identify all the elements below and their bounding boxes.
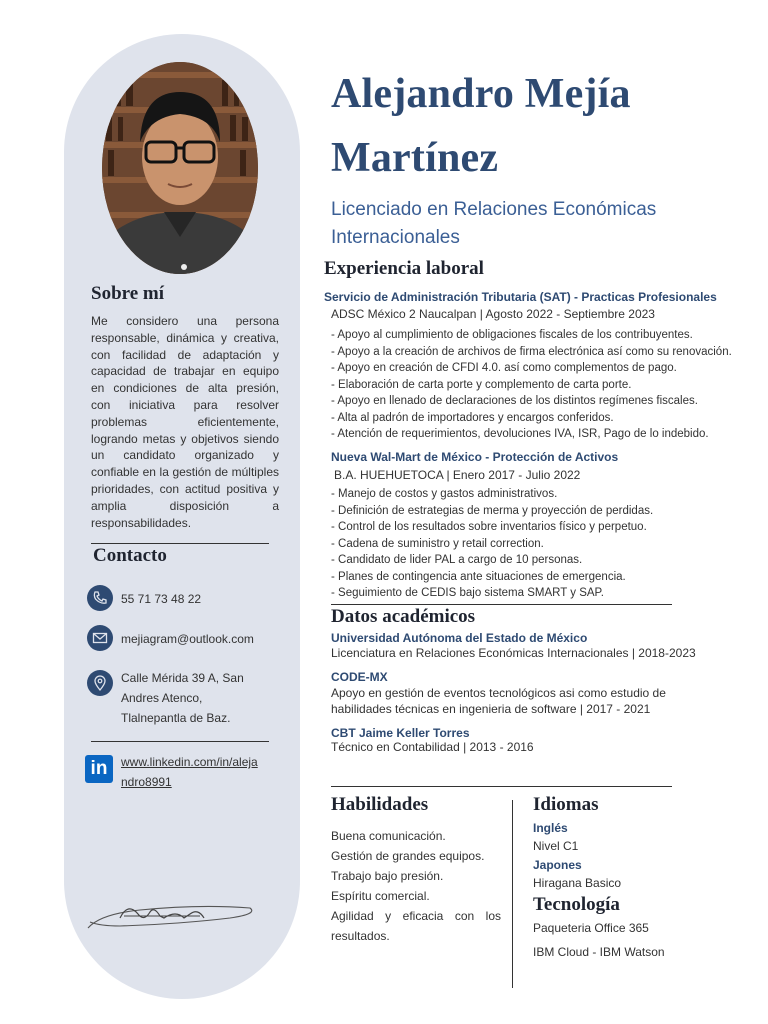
education-institution: CBT Jaime Keller Torres — [331, 726, 470, 740]
divider — [91, 543, 269, 544]
list-item: - Control de los resultados sobre inventarios físico y perpetuo. — [331, 521, 647, 533]
column-divider — [512, 800, 513, 988]
contact-heading: Contacto — [93, 545, 167, 566]
linkedin-link[interactable] — [121, 752, 258, 792]
address-line: Andres Atenco, — [121, 691, 203, 705]
technology-item: Paqueteria Office 365 — [533, 921, 649, 935]
experience-heading: Experiencia laboral — [324, 258, 484, 279]
list-item: - Alta al padrón de importadores y encargos conferidos. — [331, 411, 614, 424]
education-detail: Licenciatura en Relaciones Económicas Internacionales | 2018-2023 — [331, 646, 696, 660]
contact-phone[interactable]: 55 71 73 48 22 — [121, 592, 202, 606]
divider — [331, 604, 672, 605]
skill-item: Espíritu comercial. — [331, 889, 430, 903]
education-institution: Universidad Autónoma del Estado de México — [331, 631, 588, 645]
list-item: - Apoyo a la creación de archivos de firma electrónica así como su renovación. — [331, 345, 732, 358]
list-item: - Apoyo al cumplimiento de obligaciones fiscales de los contribuyentes. — [331, 329, 693, 341]
skills-heading: Habilidades — [331, 794, 429, 815]
list-item: - Seguimiento de CEDIS bajo sistema SMART y SAP. — [331, 587, 604, 599]
address-line: Calle Mérida 39 A, San — [121, 671, 244, 685]
list-item: - Atención de requerimientos, devoluciones IVA, ISR, Pago de lo indebido. — [331, 428, 709, 440]
language-name: Inglés — [533, 821, 568, 835]
job-meta: ADSC México 2 Naucalpan | Agosto 2022 - Septiembre 2023 — [331, 307, 655, 321]
skill-item: Buena comunicación. — [331, 829, 446, 843]
language-level: Nivel C1 — [533, 839, 579, 853]
language-name: Japones — [533, 858, 582, 872]
location-pin-icon — [87, 670, 113, 696]
profile-photo-image — [102, 62, 258, 274]
name-line-1: Alejandro Mejía — [331, 71, 631, 117]
divider — [91, 741, 269, 742]
list-item: - Elaboración de carta porte y complemento de carta porte. — [331, 378, 632, 391]
contact-address — [121, 668, 244, 728]
linkedin-line[interactable]: www.linkedin.com/in/aleja — [121, 755, 258, 769]
skill-item: Agilidad y eficacia con los resultados. — [331, 909, 501, 943]
list-item: - Apoyo en llenado de declaraciones de los distintos regímenes fiscales. — [331, 395, 698, 407]
linkedin-icon[interactable]: in — [85, 755, 113, 783]
skill-item: Gestión de grandes equipos. — [331, 849, 485, 863]
list-item: - Cadena de suministro y retail correction. — [331, 537, 544, 550]
job-duties-list — [331, 327, 732, 443]
name-line-2: Martínez — [331, 135, 499, 181]
job-title: Nueva Wal-Mart de México - Protección de Activos — [331, 450, 619, 464]
contact-email[interactable]: mejiagram@outlook.com — [121, 632, 254, 646]
skills-list — [331, 826, 501, 946]
about-text: Me considero una persona responsable, dinámica y creativa, con facilidad de adaptación y capacidad de trabajar en equipo en condiciones de alta presión, con iniciativa para resolver problemas eficientemente, logrando metas y objetivos siendo un candidato organizado y confiable en la gestión de múltiples prioridades, con actitud positiva y amplia disposición a responsabilidades. — [91, 314, 279, 530]
job-title: Servicio de Administración Tributaria (SAT) - Practicas Profesionales — [324, 290, 717, 304]
list-item: - Definición de estrategias de merma y proyección de perdidas. — [331, 504, 654, 517]
job-meta: B.A. HUEHUETOCA | Enero 2017 - Julio 2022 — [334, 468, 581, 482]
list-item: - Apoyo en creación de CFDI 4.0. así como complementos de pago. — [331, 362, 677, 374]
education-institution: CODE-MX — [331, 670, 388, 684]
language-level: Hiragana Basico — [533, 876, 622, 890]
signature-image — [80, 888, 260, 938]
technology-item: IBM Cloud - IBM Watson — [533, 945, 665, 959]
phone-icon — [87, 585, 113, 611]
education-heading: Datos académicos — [331, 606, 476, 627]
professional-title: Licenciado en Relaciones Económicas Internacionales — [331, 199, 657, 248]
technology-heading: Tecnología — [533, 894, 620, 915]
education-detail: habilidades técnicas en ingenieria de software | 2017 - 2021 — [331, 702, 651, 716]
list-item: - Manejo de costos y gastos administrativos. — [331, 488, 558, 500]
list-item: - Candidato de lider PAL a cargo de 10 personas. — [331, 554, 583, 566]
divider — [331, 786, 672, 787]
skill-item: Trabajo bajo presión. — [331, 869, 444, 883]
education-detail: Apoyo en gestión de eventos tecnológicos asi como estudio de — [331, 686, 666, 700]
about-heading: Sobre mí — [91, 283, 165, 304]
email-icon — [87, 625, 113, 651]
languages-heading: Idiomas — [533, 794, 599, 815]
linkedin-line[interactable]: ndro8991 — [121, 775, 172, 789]
profile-photo — [102, 62, 258, 274]
job-duties-list — [331, 486, 653, 602]
address-line: Tlalnepantla de Baz. — [121, 711, 231, 725]
list-item: - Planes de contingencia ante situaciones de emergencia. — [331, 570, 626, 583]
education-detail: Técnico en Contabilidad | 2013 - 2016 — [331, 740, 534, 754]
